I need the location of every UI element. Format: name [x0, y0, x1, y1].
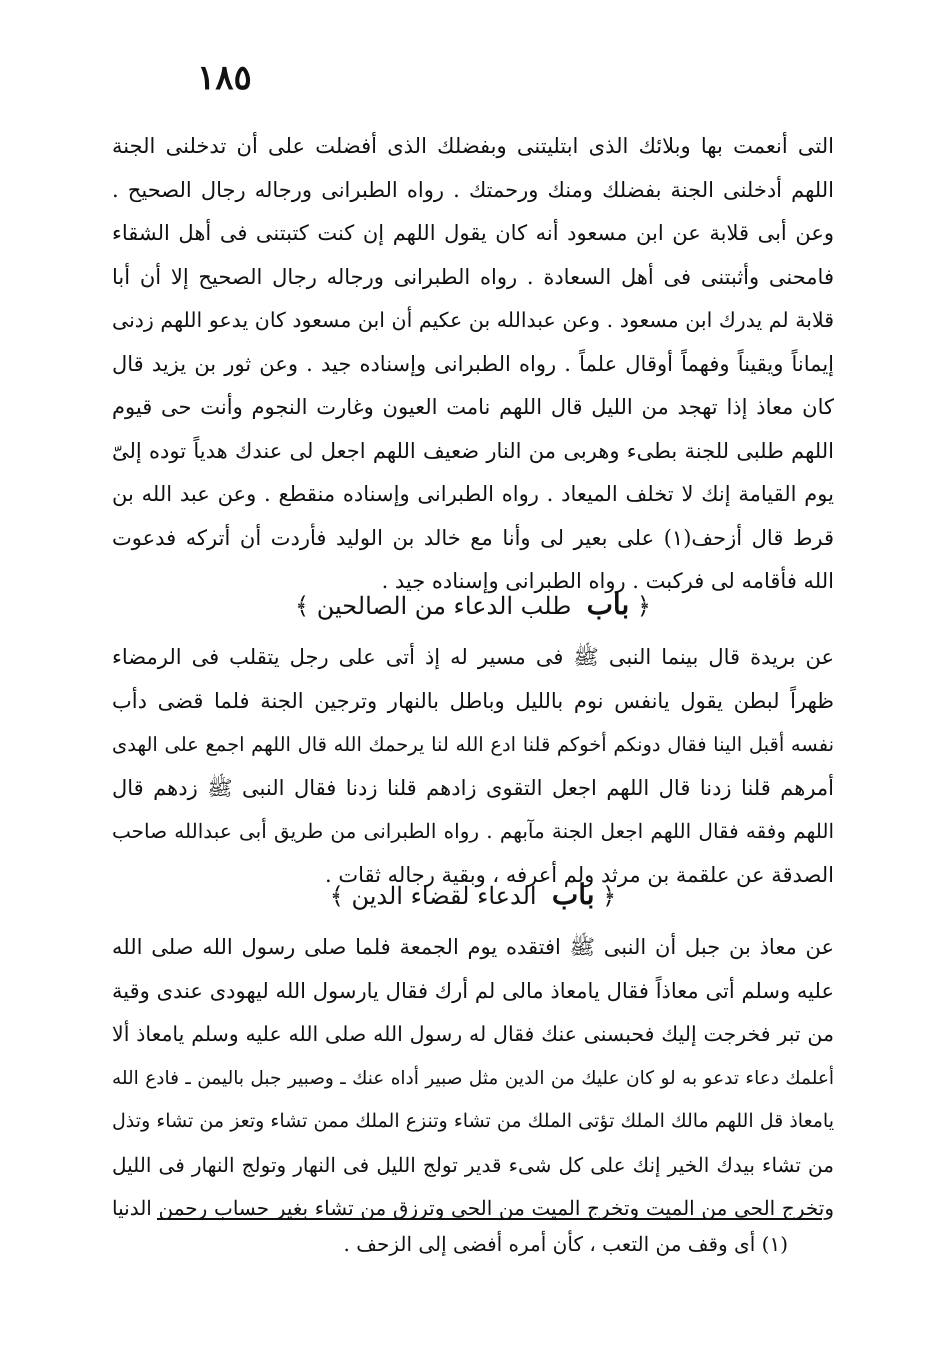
heading-bracket-open: ﴿ [629, 592, 651, 620]
text-line: الله فأقامه لى فركبت . رواه الطبرانى وإسناده جيد . [381, 569, 834, 593]
heading-title: طلب الدعاء من الصالحين [316, 592, 572, 620]
text-line: قلابة لم يدرك ابن مسعود . وعن عبدالله بن عكيم أن ابن مسعود كان يدعو اللهم زدنى [112, 308, 834, 332]
text-line: وتخرج الحى من الميت وتخرج الميت من الحى وترزق من تشاء بغير حساب رحمن الدنيا [112, 1196, 834, 1220]
text-line: قرط قال أزحف(١) على بعير لى وأنا مع خالد بن الوليد فأردت أن أتركه فدعوت [112, 525, 834, 550]
text-line: كان معاذ إذا تهجد من الليل قال اللهم نامت العيون وغارت النجوم وأنت حى قيوم [112, 395, 834, 419]
text-line: عليه وسلم أتى معاذاً فقال يامعاذ مالى لم أرك فقال يارسول الله ليهودى عندى وقية [112, 978, 834, 1003]
text-line: اللهم وفقه فقال اللهم اجعل الجنة مآبهم . رواه الطبرانى من طريق أبى عبدالله صاحب [112, 819, 834, 843]
text-line: يامعاذ قل اللهم مالك الملك تؤتى الملك من تشاء وتنزع الملك ممن تشاء وتعز من تشاء وتذل [112, 1110, 834, 1132]
text-block-2 [112, 636, 834, 897]
heading-keyword: باب [586, 588, 630, 621]
heading-keyword: باب [551, 878, 595, 911]
text-line: إيماناً ويقيناً وفهماً أوقال علماً . رواه الطبرانى وإسناده جيد . وعن ثور بن يزيد قال [112, 351, 834, 376]
text-block-1 [112, 125, 834, 604]
text-line: عن معاذ بن جبل أن النبى ﷺ افتقده يوم الجمعة فلما صلى رسول الله صلى الله [112, 935, 834, 959]
text-line: يوم القيامة إنك لا تخلف الميعاد . رواه الطبرانى وإسناده منقطع . وعن عبد الله بن [112, 482, 834, 506]
text-line: من تشاء بيدك الخير إنك على كل شىء قدير تولج الليل فى النهار وتولج النهار فى الليل [112, 1152, 834, 1177]
text-line: عن بريدة قال بينما النبى ﷺ فى مسير له إذ أتى على رجل يتقلب فى الرمضاء [112, 645, 834, 669]
text-line: التى أنعمت بها وبلائك الذى ابتليتنى وبفضلك الذى أفضلت على أن تدخلنى الجنة [112, 134, 834, 158]
text-line: الصدقة عن علقمة بن مرثد ولم أعرفه ، وبقية رجاله ثقات . [325, 862, 834, 887]
page-number: ١٨٥ [197, 58, 252, 98]
text-line: اللهم أدخلنى الجنة بفضلك ومنك ورحمتك . رواه الطبرانى ورجاله رجال الصحيح . [112, 177, 834, 202]
heading-title: الدعاء لقضاء الدين [351, 882, 537, 910]
heading-bracket-close: ﴾ [329, 882, 352, 910]
section-heading-1 [112, 588, 834, 621]
heading-bracket-open: ﴿ [594, 882, 617, 910]
heading-bracket-close: ﴾ [295, 592, 317, 620]
text-line: نفسه أقبل الينا فقال دونكم أخوكم قلنا ادع الله لنا يرحمك الله قال اللهم اجمع على الهدى [112, 733, 834, 756]
text-line: وعن أبى قلابة عن ابن مسعود أنه كان يقول اللهم إن كنت كتبتنى فى أهل الشقاء [112, 221, 834, 245]
footnote: (١) أى وقف من التعب ، كأن أمره أفضى إلى الزحف . [343, 1232, 788, 1256]
text-line: اللهم طلبى للجنة بطىء وهربى من النار ضعيف اللهم اجعل لى عندك هدياً توده إلىّ [112, 438, 834, 463]
text-line: من تبر فخرجت إليك فحبسنى عنك فقال له رسول الله صلى الله عليه وسلم يامعاذ ألا [112, 1022, 834, 1046]
text-line: فامحنى وأثبتنى فى أهل السعادة . رواه الطبرانى ورجاله رجال الصحيح إلا أن أبا [112, 264, 834, 289]
text-line: أمرهم قلنا زدنا قال اللهم اجعل التقوى زادهم قلنا زدنا فقال النبى ﷺ زدهم قال [112, 775, 834, 800]
text-block-3 [112, 926, 834, 1231]
footnote-divider [157, 1218, 822, 1220]
text-line: ظهراً لبطن يقول يانفس نوم بالليل وباطل بالنهار وترجين الجنة فلما قضى دأب [112, 688, 834, 713]
section-heading-2 [112, 878, 834, 911]
text-line: أعلمك دعاء تدعو به لو كان عليك من الدين مثل صبير أداه عنك ـ وصبير جبل باليمن ـ فادع الله [112, 1067, 834, 1089]
